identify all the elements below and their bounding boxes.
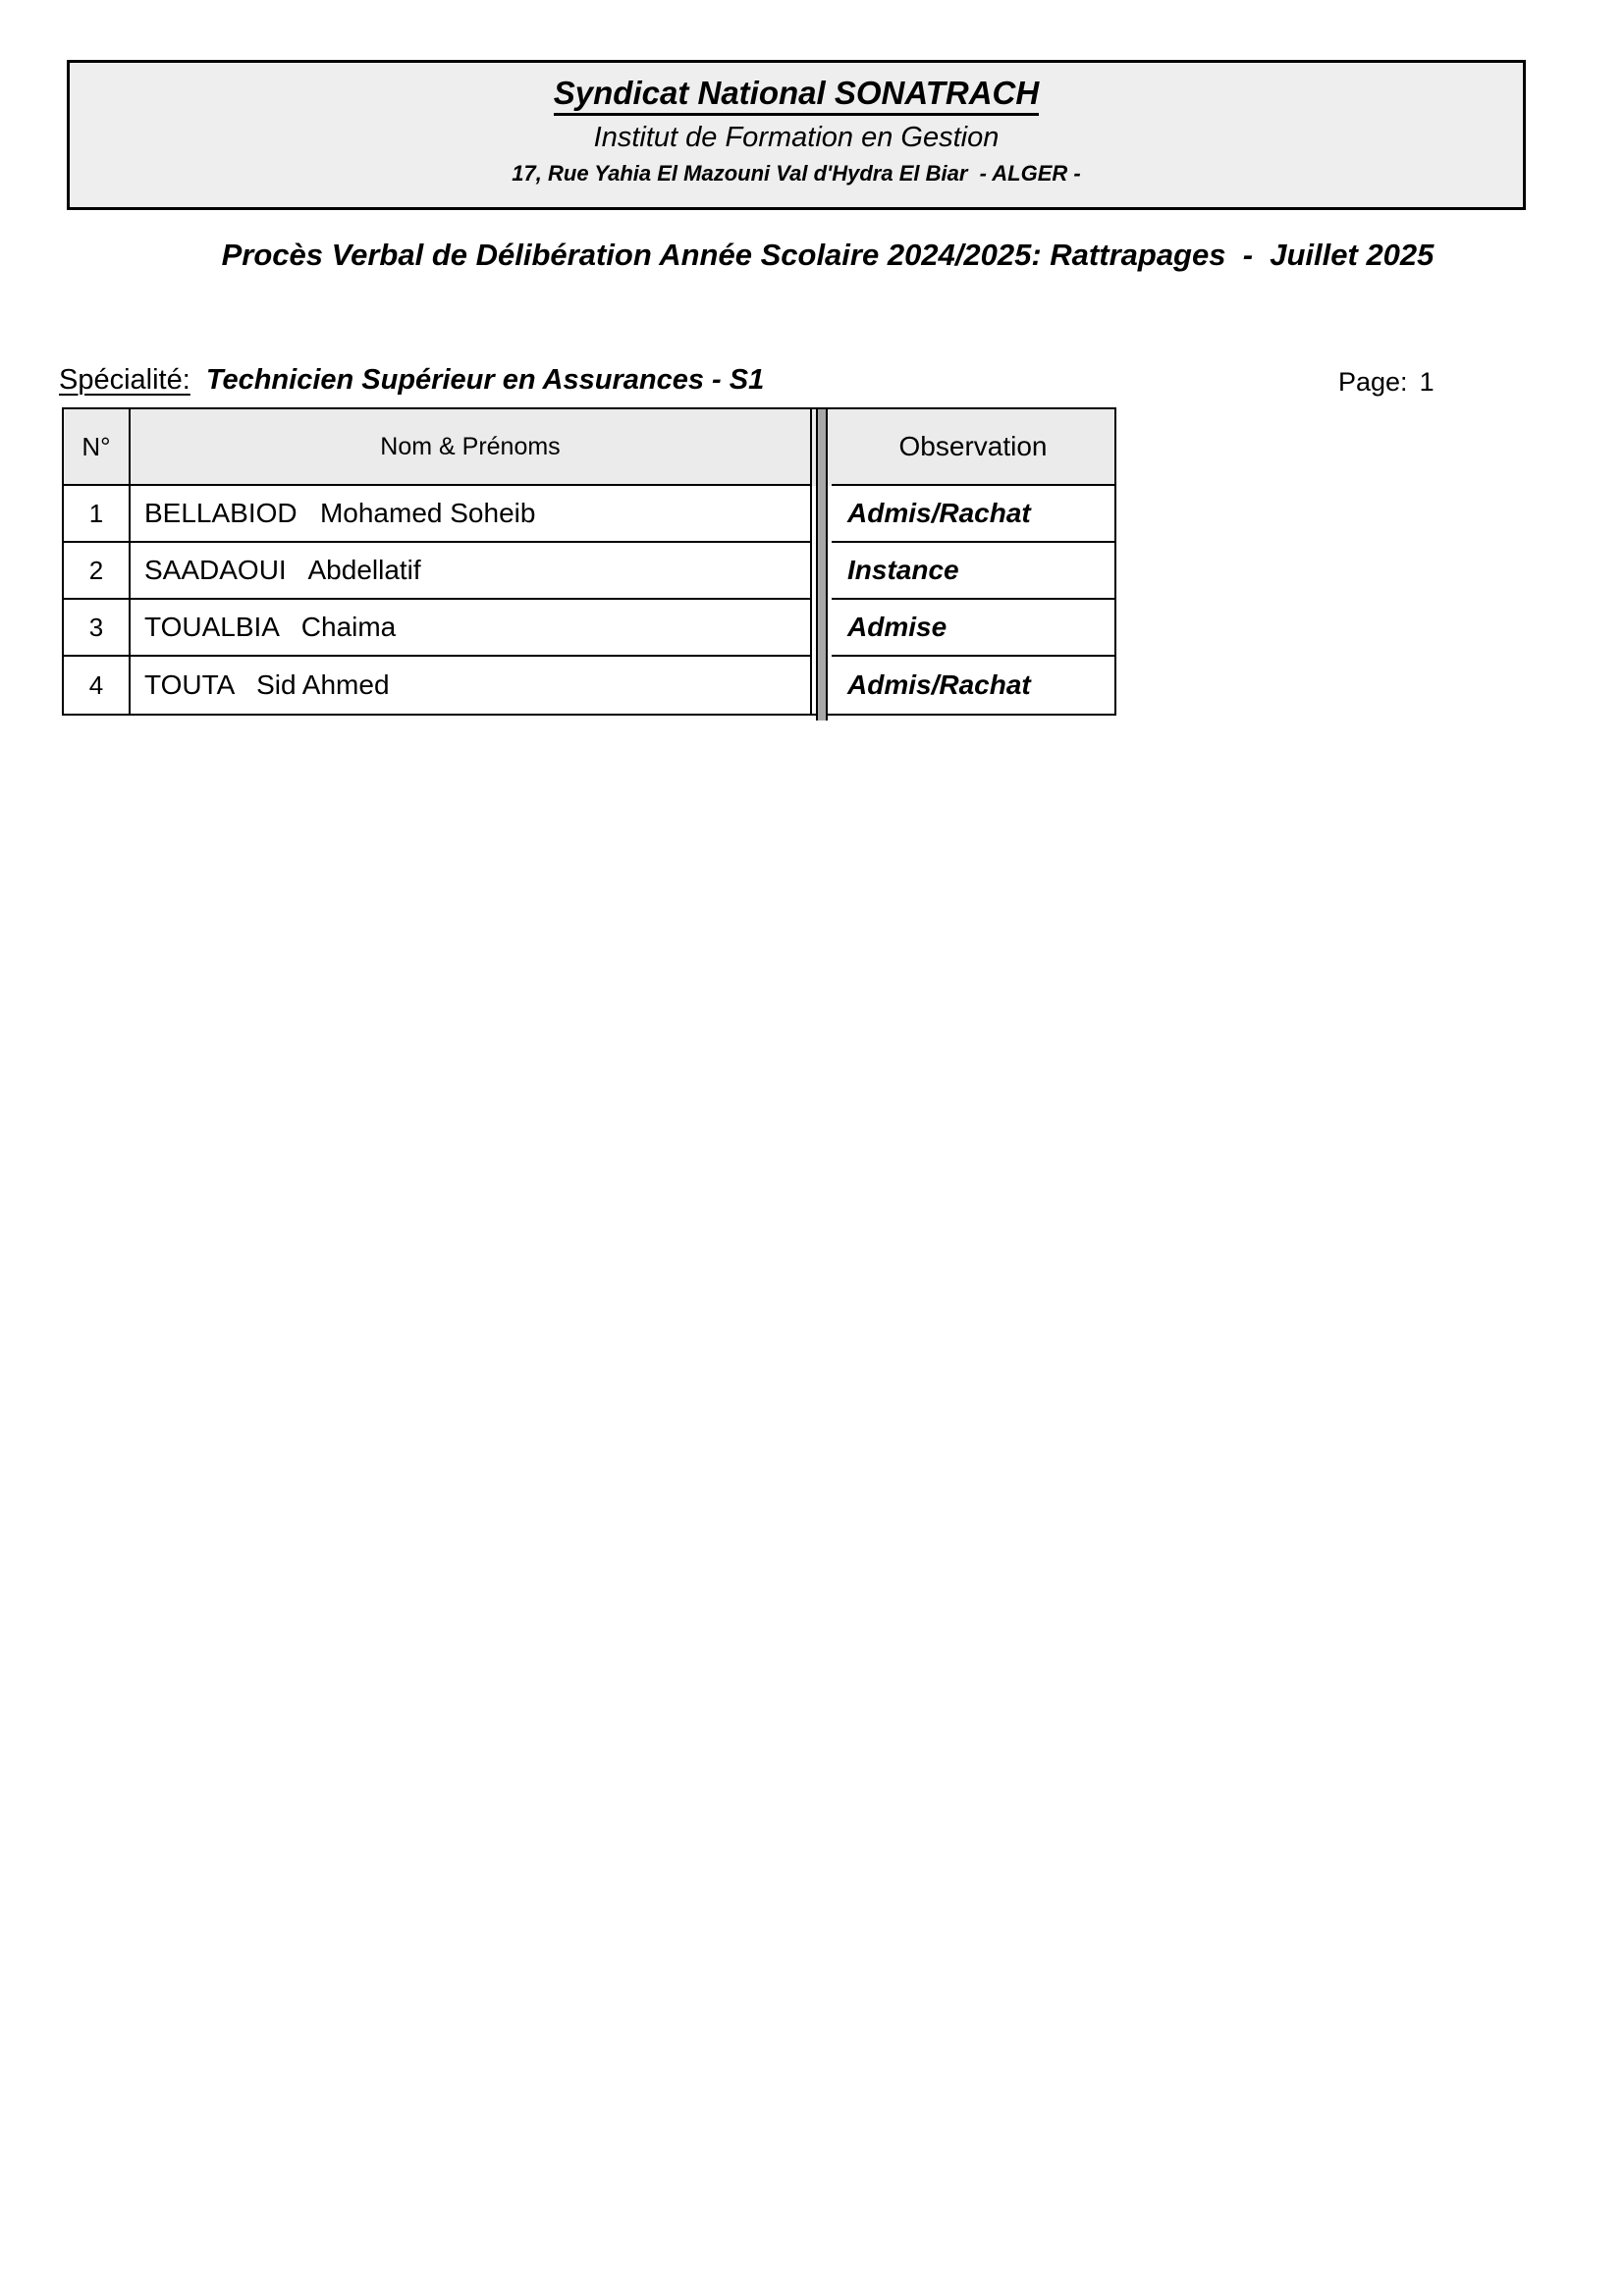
divider-bar: [816, 409, 828, 486]
page-indicator: [1338, 367, 1435, 398]
col-header-num: N°: [64, 409, 131, 486]
results-table: [62, 407, 1116, 716]
page-label: Page:: [1338, 367, 1408, 397]
institute-address: 17, Rue Yahia El Mazouni Val d'Hydra El Biar - ALGER -: [512, 160, 1081, 186]
row-divider: [812, 657, 832, 714]
document-title: Procès Verbal de Délibération Année Scolaire 2024/2025: Rattrapages - Juillet 2025: [221, 238, 1435, 272]
col-header-observation: Observation: [832, 409, 1114, 486]
row-number-cell: 2: [64, 543, 131, 600]
row-divider: [812, 600, 832, 657]
specialty-line: [59, 364, 764, 397]
col-header-name: Nom & Prénoms: [131, 409, 812, 486]
specialty-label: Spécialité:: [59, 364, 190, 396]
divider-bar: [816, 486, 828, 543]
row-name-cell: TOUALBIA Chaima: [131, 600, 812, 657]
row-observation-cell: Admise: [832, 600, 1114, 657]
row-name-cell: SAADAOUI Abdellatif: [131, 543, 812, 600]
institute-name: Institut de Formation en Gestion: [593, 121, 1000, 153]
row-number-cell: 3: [64, 600, 131, 657]
page-number: 1: [1419, 367, 1435, 397]
row-divider: [812, 543, 832, 600]
org-name: Syndicat National SONATRACH: [554, 75, 1039, 116]
divider-bar: [816, 657, 828, 721]
row-divider: [812, 486, 832, 543]
row-number-cell: 4: [64, 657, 131, 714]
row-number-cell: 1: [64, 486, 131, 543]
row-observation-cell: Instance: [832, 543, 1114, 600]
row-name-cell: TOUTA Sid Ahmed: [131, 657, 812, 714]
row-observation-cell: Admis/Rachat: [847, 669, 1031, 700]
divider-bar: [816, 543, 828, 600]
column-divider: [812, 409, 832, 486]
letterhead-box: [67, 60, 1526, 210]
row-observation-cell: Admis/Rachat: [832, 486, 1114, 543]
specialty-value: Technicien Supérieur en Assurances - S1: [205, 364, 765, 396]
row-name-cell: BELLABIOD Mohamed Soheib: [131, 486, 812, 543]
divider-bar: [816, 600, 828, 657]
